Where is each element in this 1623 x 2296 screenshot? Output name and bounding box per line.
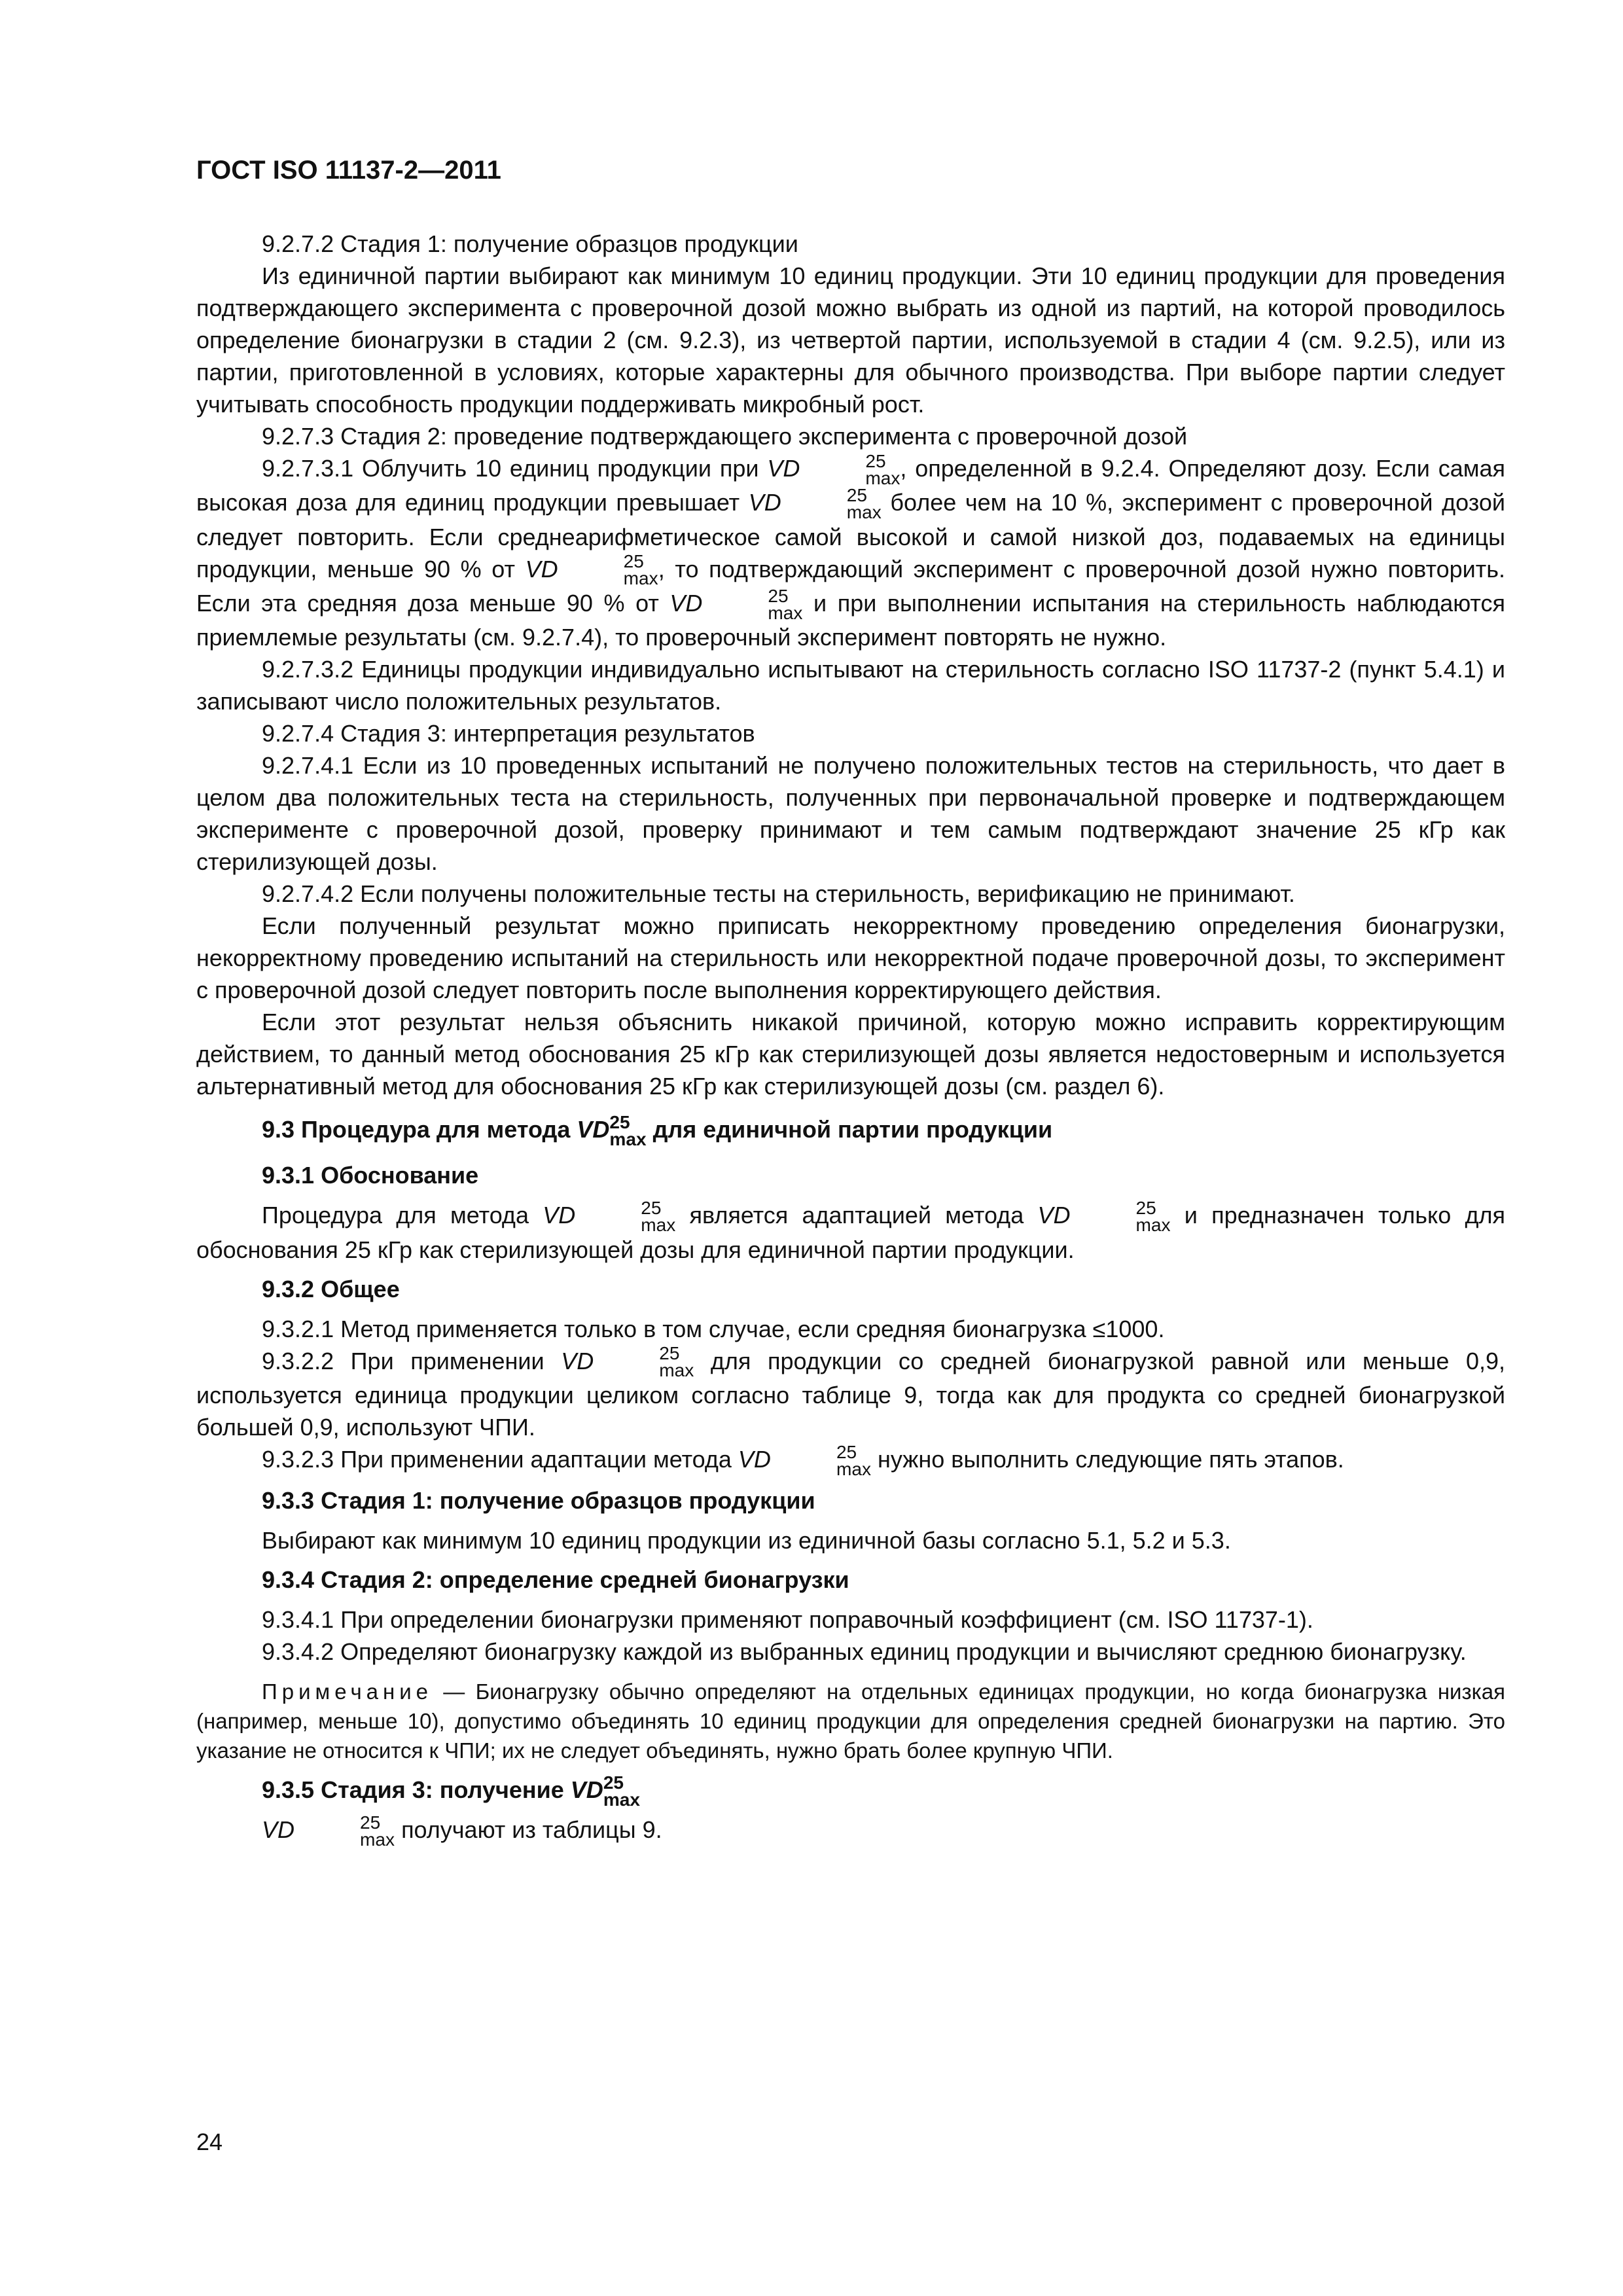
- paragraph: 9.2.7.4.2 Если получены положительные тесты на стерильность, верификацию не принимают.: [262, 880, 1295, 908]
- paragraph: 9.3.4.1 При определении бионагрузки применяют поправочный коэффициент (см. ISO 11737-1).: [262, 1606, 1313, 1634]
- paragraph: 9.2.7.3 Стадия 2: проведение подтверждающего эксперимента с проверочной дозой: [262, 423, 1188, 450]
- vd-max-symbol: VD 25 max: [1037, 1198, 1171, 1235]
- section-heading-9-3-3: 9.3.3 Стадия 1: получение образцов продукции: [262, 1487, 815, 1515]
- paragraph: [196, 452, 1505, 653]
- vd-max-symbol: VD 25 max: [669, 585, 803, 623]
- paragraph: 9.2.7.4.1 Если из 10 проведенных испытаний не получено положительных тестов на стерильность, что дает в целом два положительных теста на стерильность, полученных при первоначальной проверке и подтверждающем эксперименте с проверочной дозой, проверку принимают и тем самым подтверждают значение 25 кГр как стерилизующей дозы.: [196, 752, 1505, 876]
- paragraph: 9.3.2.2 При применении VD 25 max для продукции со средней бионагрузкой равной или меньше 0,9, используется единица продукции целиком согласно таблице 9, тогда как для продукта со средней бионагрузкой большей 0,9, используют ЧПИ.: [196, 1343, 1505, 1441]
- document-body: [196, 228, 1505, 1848]
- vd-max-symbol: VD 25 max: [543, 1198, 676, 1235]
- section-heading-9-3-1: 9.3.1 Обоснование: [262, 1162, 479, 1189]
- vd-max-symbol: VD 25 max: [767, 450, 901, 488]
- text-fragment: 9.2.7.3.1 Облучить 10 единиц продукции при: [262, 455, 768, 482]
- document-header: ГОСТ ISO 11137-2—2011: [196, 156, 501, 185]
- paragraph: Если полученный результат можно приписать некорректному проведению определения бионагрузки, некорректному проведению испытаний на стерильность или некорректной подаче проверочной дозы, то эксперимент с проверочной дозой следует повторить после выполнения корректирующего действия.: [196, 912, 1505, 1004]
- section-heading-9-3-2: 9.3.2 Общее: [262, 1275, 400, 1302]
- paragraph: 9.2.7.4 Стадия 3: интерпретация результатов: [262, 720, 755, 747]
- note-text: — Бионагрузку обычно определяют на отдельных единицах продукции, но когда бионагрузка низкая (например, меньше 10), допустимо объединять 10 единиц продукции для определения средней бионагрузки на партию. Это указание не относится к ЧПИ; их не следует объединять, нужно брать более крупную ЧПИ.: [196, 1679, 1505, 1763]
- text-fragment: и при выполнении испытания на стерильность наблюдаются приемлемые результаты (см. 9.2.7.4), то проверочный эксперимент повторять не нужно.: [196, 590, 1506, 651]
- paragraph: 9.3.4.2 Определяют бионагрузку каждой из выбранных единиц продукции и вычисляют среднюю бионагрузку.: [262, 1638, 1467, 1666]
- paragraph: Из единичной партии выбирают как минимум 10 единиц продукции. Эти 10 единиц продукции для проведения подтверждающего эксперимента с проверочной дозой можно выбрать из одной из партий, на которой проводилось определение бионагрузки в стадии 2 (см. 9.2.3), из четвертой партии, используемой в стадии 4 (см. 9.2.5), или из партии, приготовленной в условиях, которые характерны для обычного производства. При выборе партии следует учитывать способность продукции поддерживать микробный рост.: [196, 262, 1505, 418]
- section-heading-9-3: 9.3 Процедура для метода VD 25 max для единичной партии продукции: [262, 1112, 1053, 1149]
- text-fragment: более чем на 10 %, эксперимент с проверочной дозой следует повторить. Если среднеарифметическое самой высокой и самой низкой доз, подаваемых на единицы продукции, меньше 90 % от: [196, 489, 1505, 583]
- vd-max-symbol: VD 25 max: [738, 1441, 871, 1479]
- vd-max-symbol: VD 25 max: [748, 485, 882, 522]
- note: [196, 1677, 1505, 1765]
- vd-max-symbol: VD 25 max: [525, 551, 658, 589]
- vd-max-symbol: VD 25 max: [570, 1772, 641, 1810]
- paragraph: Процедура для метода VD 25 max является адаптацией метода VD 25 max и предназначен только для обоснования 25 кГр как стерилизующей дозы для единичной партии продукции.: [196, 1198, 1505, 1263]
- section-heading-9-3-4: 9.3.4 Стадия 2: определение средней бионагрузки: [262, 1566, 849, 1594]
- note-label: Примечание: [262, 1679, 433, 1704]
- text-fragment: , то подтверждающий эксперимент с проверочной дозой нужно повторить. Если эта средняя доза меньше 90 % от: [196, 555, 1505, 617]
- text-fragment: , определенной в 9.2.4. Определяют дозу. Если самая высокая доза для единиц продукции превышает: [196, 455, 1505, 516]
- section-heading-9-3-5: 9.3.5 Стадия 3: получение VD 25 max: [262, 1772, 641, 1810]
- paragraph: 9.2.7.2 Стадия 1: получение образцов продукции: [262, 230, 798, 257]
- paragraph: 9.3.2.3 При применении адаптации метода VD 25 max нужно выполнить следующие пять этапов.: [262, 1441, 1344, 1479]
- vd-max-symbol: VD 25 max: [577, 1112, 647, 1149]
- vd-max-symbol: VD 25 max: [262, 1812, 395, 1850]
- page-number: 24: [196, 2128, 223, 2155]
- paragraph: VD 25 max получают из таблицы 9.: [262, 1812, 662, 1850]
- paragraph: Выбирают как минимум 10 единиц продукции из единичной базы согласно 5.1, 5.2 и 5.3.: [262, 1527, 1231, 1554]
- paragraph: 9.3.2.1 Метод применяется только в том случае, если средняя бионагрузка ≤1000.: [262, 1315, 1165, 1342]
- paragraph: 9.2.7.3.2 Единицы продукции индивидуально испытывают на стерильность согласно ISO 11737-2 (пункт 5.4.1) и записывают число положительных результатов.: [196, 656, 1505, 715]
- paragraph: Если этот результат нельзя объяснить никакой причиной, которую можно исправить корректирующим действием, то данный метод обоснования 25 кГр как стерилизующей дозы является недостоверным и используется альтернативный метод для обоснования 25 кГр как стерилизующей дозы (см. раздел 6).: [196, 1009, 1505, 1100]
- vd-max-symbol: VD 25 max: [561, 1343, 694, 1381]
